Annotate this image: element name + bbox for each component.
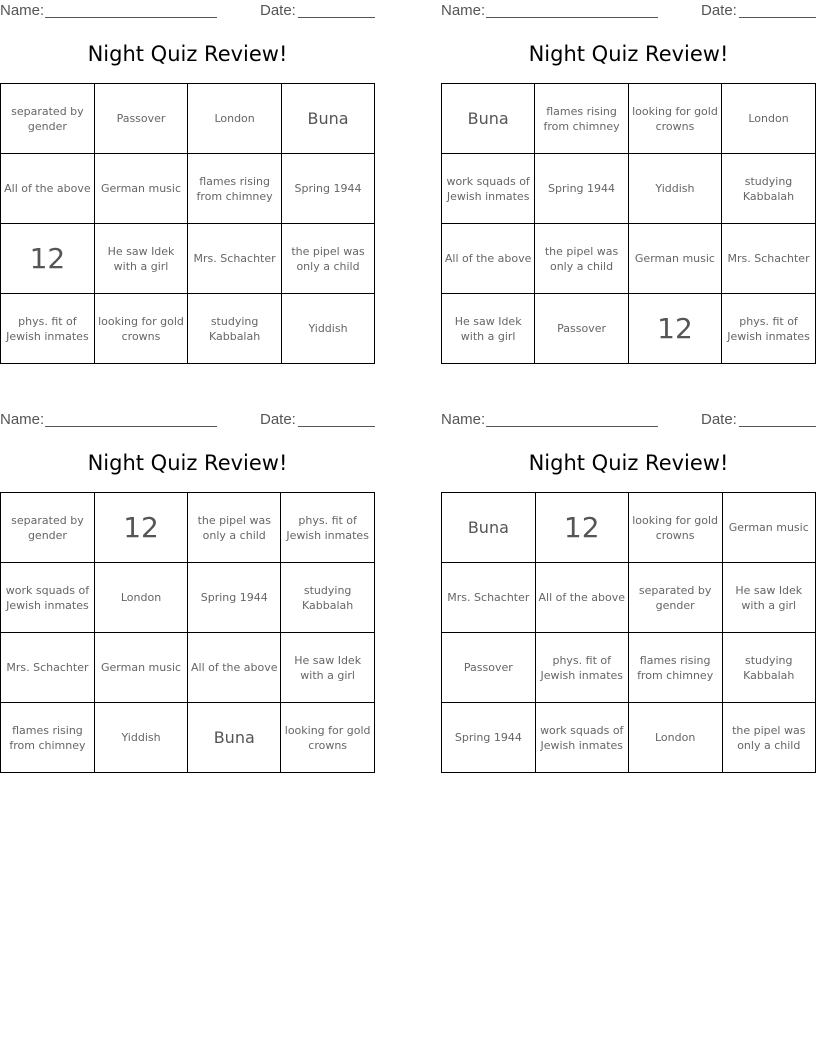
grid-cell: flames rising from chimney: [1, 703, 95, 773]
grid-cell: 12: [535, 493, 628, 563]
grid-row: [1, 84, 375, 154]
grid-cell: London: [628, 703, 722, 773]
grid-cell: flames rising from chimney: [188, 154, 282, 224]
grid-cell: German music: [628, 224, 721, 294]
grid-cell: Yiddish: [628, 154, 721, 224]
grid-cell: Spring 1944: [188, 563, 281, 633]
name-label: Name:: [441, 411, 486, 428]
name-blank: [45, 17, 217, 18]
bingo-grid: [0, 492, 375, 773]
grid-cell: German music: [94, 633, 187, 703]
grid-cell: the pipel was only a child: [282, 224, 375, 294]
name-label: Name:: [0, 411, 45, 428]
date-label: Date:: [701, 2, 737, 19]
grid-cell: studying Kabbalah: [188, 294, 282, 364]
date-blank: [739, 17, 816, 18]
grid-cell: Mrs. Schachter: [188, 224, 282, 294]
grid-cell: the pipel was only a child: [722, 703, 816, 773]
grid-row: [1, 633, 375, 703]
grid-cell: work squads of Jewish inmates: [1, 563, 95, 633]
grid-row: [1, 294, 375, 364]
grid-cell: He saw Idek with a girl: [722, 563, 816, 633]
grid-cell: All of the above: [442, 224, 535, 294]
grid-cell: He saw Idek with a girl: [442, 294, 535, 364]
grid-row: [1, 154, 375, 224]
grid-cell: Yiddish: [94, 703, 187, 773]
grid-cell: All of the above: [1, 154, 95, 224]
grid-row: [1, 563, 375, 633]
card-header: [441, 409, 816, 431]
grid-cell: Buna: [442, 493, 536, 563]
grid-row: [442, 703, 816, 773]
grid-cell: All of the above: [535, 563, 628, 633]
grid-row: [1, 493, 375, 563]
grid-cell: studying Kabbalah: [722, 154, 816, 224]
grid-cell: London: [722, 84, 816, 154]
grid-cell: flames rising from chimney: [628, 633, 722, 703]
grid-cell: separated by gender: [1, 493, 95, 563]
grid-cell: phys. fit of Jewish inmates: [1, 294, 95, 364]
grid-cell: He saw Idek with a girl: [94, 224, 187, 294]
grid-cell: 12: [1, 224, 95, 294]
grid-cell: separated by gender: [628, 563, 722, 633]
date-label: Date:: [260, 2, 296, 19]
grid-cell: phys. fit of Jewish inmates: [281, 493, 375, 563]
grid-row: [442, 84, 816, 154]
grid-row: [442, 633, 816, 703]
grid-cell: German music: [94, 154, 187, 224]
grid-cell: All of the above: [188, 633, 281, 703]
grid-row: [442, 294, 816, 364]
grid-cell: Spring 1944: [535, 154, 629, 224]
grid-cell: studying Kabbalah: [281, 563, 375, 633]
grid-cell: looking for gold crowns: [281, 703, 375, 773]
grid-cell: looking for gold crowns: [94, 294, 187, 364]
grid-cell: Spring 1944: [282, 154, 375, 224]
name-blank: [486, 17, 658, 18]
grid-cell: Buna: [442, 84, 535, 154]
grid-cell: the pipel was only a child: [188, 493, 281, 563]
grid-cell: He saw Idek with a girl: [281, 633, 375, 703]
grid-cell: flames rising from chimney: [535, 84, 629, 154]
grid-cell: Passover: [442, 633, 536, 703]
date-blank: [739, 426, 816, 427]
card-title: Night Quiz Review!: [528, 42, 729, 66]
date-label: Date:: [260, 411, 296, 428]
card-header: [0, 409, 375, 431]
grid-cell: the pipel was only a child: [535, 224, 629, 294]
bingo-grid: [0, 83, 375, 364]
grid-cell: looking for gold crowns: [628, 493, 722, 563]
bingo-grid: [441, 492, 816, 773]
card-header: [0, 0, 375, 22]
grid-row: [1, 224, 375, 294]
name-label: Name:: [0, 2, 45, 19]
grid-cell: separated by gender: [1, 84, 95, 154]
grid-cell: work squads of Jewish inmates: [535, 703, 628, 773]
grid-row: [442, 493, 816, 563]
grid-cell: Passover: [535, 294, 629, 364]
name-label: Name:: [441, 2, 486, 19]
grid-cell: Yiddish: [282, 294, 375, 364]
card-title: Night Quiz Review!: [87, 42, 288, 66]
grid-cell: Mrs. Schachter: [722, 224, 816, 294]
grid-row: [442, 154, 816, 224]
grid-row: [1, 703, 375, 773]
grid-cell: Buna: [188, 703, 281, 773]
bingo-grid: [441, 83, 816, 364]
grid-row: [442, 224, 816, 294]
grid-cell: phys. fit of Jewish inmates: [535, 633, 628, 703]
grid-cell: German music: [722, 493, 816, 563]
grid-cell: studying Kabbalah: [722, 633, 816, 703]
card-title: Night Quiz Review!: [528, 451, 729, 475]
grid-cell: work squads of Jewish inmates: [442, 154, 535, 224]
date-blank: [298, 426, 375, 427]
grid-cell: 12: [94, 493, 187, 563]
grid-cell: Spring 1944: [442, 703, 536, 773]
card-title: Night Quiz Review!: [87, 451, 288, 475]
grid-cell: London: [94, 563, 187, 633]
name-blank: [486, 426, 658, 427]
grid-cell: Passover: [94, 84, 187, 154]
grid-cell: Mrs. Schachter: [442, 563, 536, 633]
grid-cell: Buna: [282, 84, 375, 154]
grid-cell: phys. fit of Jewish inmates: [722, 294, 816, 364]
grid-cell: 12: [628, 294, 721, 364]
date-label: Date:: [701, 411, 737, 428]
grid-cell: London: [188, 84, 282, 154]
grid-row: [442, 563, 816, 633]
grid-cell: Mrs. Schachter: [1, 633, 95, 703]
date-blank: [298, 17, 375, 18]
card-header: [441, 0, 816, 22]
name-blank: [45, 426, 217, 427]
grid-cell: looking for gold crowns: [628, 84, 721, 154]
